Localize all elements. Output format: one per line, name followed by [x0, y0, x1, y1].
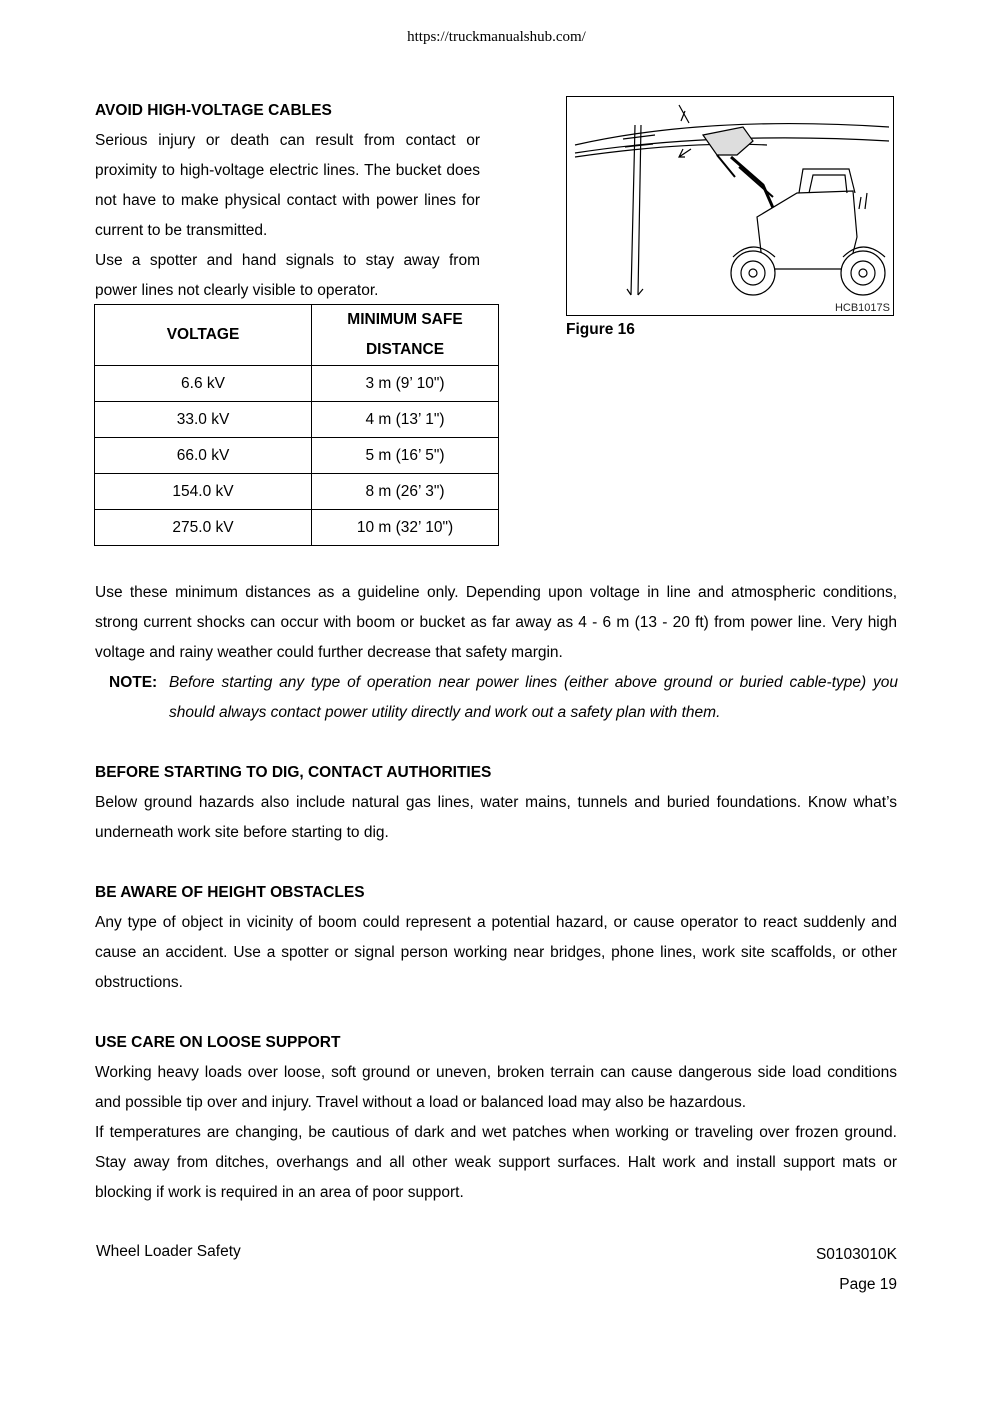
table-row: [95, 474, 499, 510]
note-text: Before starting any type of operation near power lines (either above ground or buried cable-type) you should always contact power utility directly and work out a safety plan with them.: [169, 674, 898, 721]
table-header-row: [95, 305, 499, 366]
section-title-high-voltage: AVOID HIGH-VOLTAGE CABLES: [95, 102, 332, 119]
table-row: [95, 402, 499, 438]
paragraph: Below ground hazards also include natural gas lines, water mains, tunnels and buried foundations. Know what’s underneath work site before starting to dig.: [95, 794, 897, 841]
column-header-min-safe-distance: [312, 305, 499, 366]
footer-document-title: Wheel Loader Safety: [96, 1243, 241, 1260]
column-header-voltage: VOLTAGE: [95, 305, 312, 366]
section-high-voltage: [95, 96, 480, 306]
voltage-distance-table: [94, 304, 499, 546]
table-cell-voltage: 275.0 kV: [95, 510, 312, 546]
footer-page-number: Page 19: [839, 1276, 897, 1293]
figure-16: [566, 96, 894, 316]
table-row: [95, 366, 499, 402]
section-loose-support: [95, 1028, 897, 1208]
footer-right: [816, 1240, 897, 1300]
figure-caption: Figure 16: [566, 321, 635, 338]
table-cell-distance: 10 m (32’ 10"): [312, 510, 499, 546]
paragraph: Use a spotter and hand signals to stay away from power lines not clearly visible to operator.: [95, 252, 480, 299]
wheel-loader-near-power-lines-illustration: [567, 97, 893, 315]
section-contact-authorities: [95, 758, 897, 848]
section-title-loose-support: USE CARE ON LOOSE SUPPORT: [95, 1034, 341, 1051]
table-cell-distance: 8 m (26’ 3"): [312, 474, 499, 510]
section-height-obstacles: [95, 878, 897, 998]
table-row: [95, 438, 499, 474]
figure-code: HCB1017S: [834, 302, 890, 314]
header-line: DISTANCE: [365, 341, 445, 358]
table-cell-distance: 3 m (9’ 10"): [312, 366, 499, 402]
paragraph: Working heavy loads over loose, soft ground or uneven, broken terrain can cause dangerous side load conditions and possible tip over and injury. Travel without a load or balanced load may also be hazardous.: [95, 1064, 897, 1111]
note-block: [95, 668, 898, 728]
table-cell-voltage: 154.0 kV: [95, 474, 312, 510]
header-line: MINIMUM SAFE: [347, 311, 463, 328]
section-title-contact-authorities: BEFORE STARTING TO DIG, CONTACT AUTHORITIES: [95, 764, 492, 781]
table-cell-distance: 5 m (16’ 5"): [312, 438, 499, 474]
source-url[interactable]: https://truckmanualshub.com/: [407, 29, 586, 45]
table-cell-voltage: 6.6 kV: [95, 366, 312, 402]
paragraph: If temperatures are changing, be cautious of dark and wet patches when working or traveling over frozen ground. Stay away from ditches, overhangs and all other weak support surfaces. Halt work and install support mats or blocking if work is required in an area of poor support.: [95, 1124, 897, 1201]
table-row: [95, 510, 499, 546]
note-label: NOTE:: [109, 674, 158, 691]
paragraph: Serious injury or death can result from contact or proximity to high-voltage electric lines. The bucket does not have to make physical contact with power lines for current to be transmitted.: [95, 132, 480, 239]
table-cell-voltage: 33.0 kV: [95, 402, 312, 438]
paragraph: Any type of object in vicinity of boom could represent a potential hazard, or cause operator to react suddenly and cause an accident. Use a spotter or signal person working near bridges, phone lines, work site scaffolds, or other obstructions.: [95, 914, 897, 991]
paragraph: Use these minimum distances as a guideline only. Depending upon voltage in line and atmospheric conditions, strong current shocks can occur with boom or bucket as far away as 4 - 6 m (13 - 20 ft) from power line. Very high voltage and rainy weather could further decrease that safety margin.: [95, 584, 897, 661]
table-cell-voltage: 66.0 kV: [95, 438, 312, 474]
section-title-height-obstacles: BE AWARE OF HEIGHT OBSTACLES: [95, 884, 365, 901]
table-cell-distance: 4 m (13’ 1"): [312, 402, 499, 438]
guideline-block: [95, 578, 897, 668]
footer-doc-code: S0103010K: [815, 1246, 897, 1263]
